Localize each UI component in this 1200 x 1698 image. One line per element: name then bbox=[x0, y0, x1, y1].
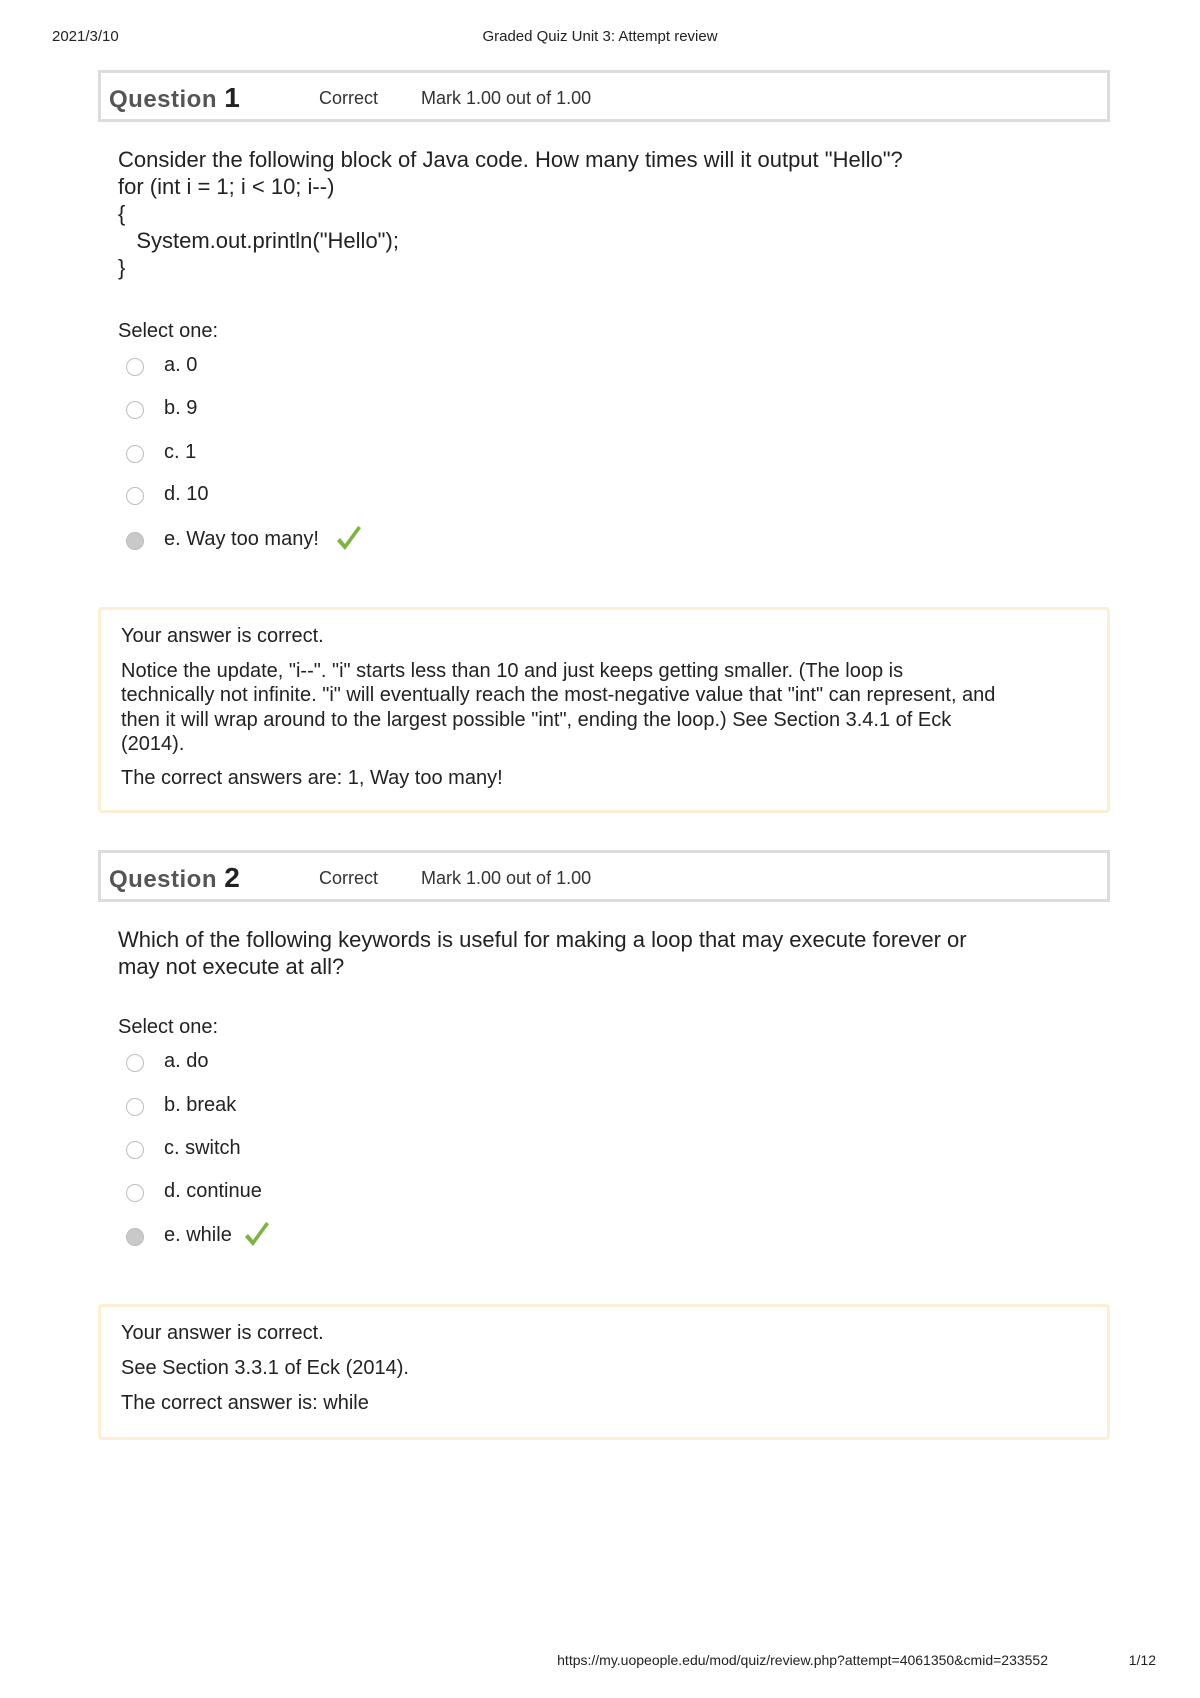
code-line: { bbox=[118, 201, 126, 226]
question-number bbox=[109, 862, 240, 894]
option-label: e. while bbox=[164, 1224, 232, 1246]
radio-button[interactable] bbox=[126, 445, 144, 463]
question-text bbox=[118, 146, 1068, 281]
correct-check-icon bbox=[334, 524, 364, 556]
option-label: e. Way too many! bbox=[164, 528, 319, 550]
radio-button[interactable] bbox=[126, 1098, 144, 1116]
question-number-value: 1 bbox=[224, 82, 241, 113]
radio-button[interactable] bbox=[126, 1141, 144, 1159]
option-label: a. 0 bbox=[164, 354, 198, 376]
feedback-explanation-line: See Section 3.3.1 of Eck (2014). bbox=[121, 1357, 409, 1379]
print-header bbox=[0, 28, 1200, 48]
option-label: c. switch bbox=[164, 1137, 241, 1159]
option-label: b. 9 bbox=[164, 397, 198, 419]
question-text-line: Which of the following keywords is useful for making a loop that may execute forever or bbox=[118, 927, 967, 952]
question-label: Question bbox=[109, 86, 218, 113]
question-text bbox=[118, 926, 1068, 980]
feedback-right-answer: The correct answers are: 1, Way too many! bbox=[121, 767, 503, 789]
feedback-right-answer: The correct answer is: while bbox=[121, 1392, 369, 1414]
feedback-explanation-line: Notice the update, "i--". "i" starts less than 10 and just keeps getting smaller. (The loop is bbox=[121, 660, 904, 682]
page-number: 1/12 bbox=[1128, 1652, 1156, 1668]
question-info-panel bbox=[98, 850, 1110, 902]
radio-button[interactable] bbox=[126, 401, 144, 419]
code-line: for (int i = 1; i < 10; i--) bbox=[118, 174, 335, 199]
question-number bbox=[109, 82, 240, 114]
feedback-explanation-line: then it will wrap around to the largest possible "int", ending the loop.) See Section 3.4.1 of Eck bbox=[121, 709, 952, 731]
correct-check-icon bbox=[242, 1220, 272, 1252]
option-label: d. continue bbox=[164, 1180, 262, 1202]
option-label: c. 1 bbox=[164, 441, 197, 463]
feedback-explanation-line: technically not infinite. "i" will eventually reach the most-negative value that "int" can represent, and bbox=[121, 684, 996, 706]
select-one-prompt: Select one: bbox=[118, 320, 219, 342]
option-label: a. do bbox=[164, 1050, 209, 1072]
feedback-explanation-line: (2014). bbox=[121, 733, 185, 755]
feedback-panel bbox=[98, 607, 1110, 813]
question-number-value: 2 bbox=[224, 862, 241, 893]
radio-button[interactable] bbox=[126, 487, 144, 505]
question-label: Question bbox=[109, 866, 218, 893]
option-label: b. break bbox=[164, 1094, 237, 1116]
radio-button[interactable] bbox=[126, 1184, 144, 1202]
question-grade: Mark 1.00 out of 1.00 bbox=[421, 88, 592, 108]
print-date: 2021/3/10 bbox=[52, 28, 119, 45]
radio-button-selected[interactable] bbox=[126, 532, 144, 550]
feedback-status: Your answer is correct. bbox=[121, 1322, 324, 1344]
question-state: Correct bbox=[319, 868, 379, 888]
question-grade: Mark 1.00 out of 1.00 bbox=[421, 868, 592, 888]
page-url: https://my.uopeople.edu/mod/quiz/review.php?attempt=4061350&cmid=233552 bbox=[557, 1652, 1048, 1668]
option-label: d. 10 bbox=[164, 483, 209, 505]
code-line: } bbox=[118, 255, 126, 280]
feedback-panel bbox=[98, 1304, 1110, 1440]
feedback-status: Your answer is correct. bbox=[121, 625, 324, 647]
code-line: System.out.println("Hello"); bbox=[118, 228, 399, 253]
radio-button[interactable] bbox=[126, 358, 144, 376]
radio-button-selected[interactable] bbox=[126, 1228, 144, 1246]
question-text-line: Consider the following block of Java code. How many times will it output "Hello"? bbox=[118, 147, 903, 172]
question-state: Correct bbox=[319, 88, 379, 108]
select-one-prompt: Select one: bbox=[118, 1016, 219, 1038]
question-info-panel bbox=[98, 70, 1110, 122]
radio-button[interactable] bbox=[126, 1054, 144, 1072]
print-title: Graded Quiz Unit 3: Attempt review bbox=[482, 28, 718, 45]
question-text-line: may not execute at all? bbox=[118, 954, 345, 979]
